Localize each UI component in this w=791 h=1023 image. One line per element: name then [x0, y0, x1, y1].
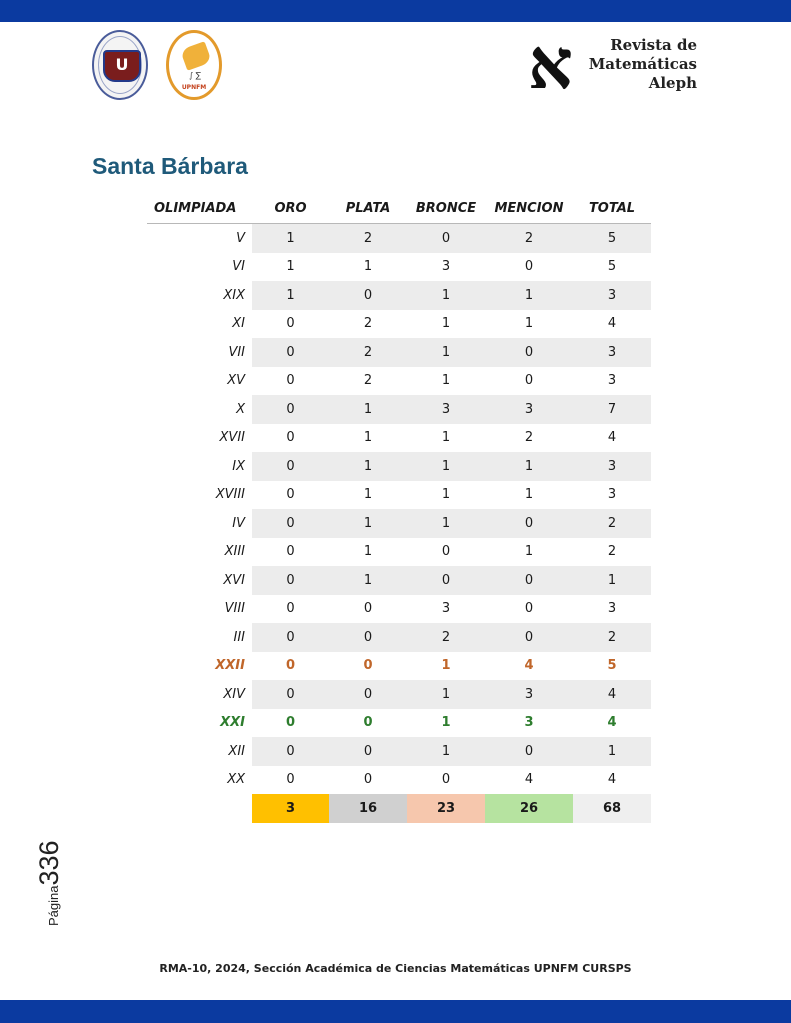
cell-total: 5	[607, 658, 617, 674]
cell-mencion: 0	[524, 373, 534, 389]
cell-oro: 0	[286, 544, 295, 560]
table-row	[147, 367, 651, 396]
cell-bronce: 1	[441, 658, 451, 674]
cell-bronce: 1	[407, 680, 485, 709]
cell-mencion: 1	[524, 487, 534, 503]
table-row	[147, 395, 651, 424]
cell-plata: 2	[363, 373, 373, 389]
logo-text: UPNFM	[181, 84, 207, 91]
cell-bronce: 1	[441, 487, 451, 503]
cell-oro: 0	[286, 601, 295, 617]
cell-mencion: 0	[485, 566, 573, 595]
cell-oro: 1	[252, 281, 329, 310]
cell-oro: 0	[286, 772, 295, 788]
cell-olimpiada: XVI	[223, 572, 245, 588]
cell-mencion: 0	[524, 259, 534, 275]
cell-oro: 0	[252, 737, 329, 766]
cell-oro: 0	[252, 395, 329, 424]
cell-bronce: 1	[407, 281, 485, 310]
cell-plata: 1	[329, 509, 407, 538]
cell-mencion: 0	[485, 737, 573, 766]
cell-bronce: 0	[441, 544, 451, 560]
header-plata: PLATA	[329, 193, 407, 224]
cell-olimpiada: VI	[232, 259, 245, 275]
table-row	[147, 253, 651, 282]
cell-bronce: 0	[407, 566, 485, 595]
cell-total: 3	[607, 373, 617, 389]
cell-bronce: 0	[441, 772, 451, 788]
cell-bronce: 1	[441, 373, 451, 389]
cell-mencion: 3	[485, 680, 573, 709]
cell-olimpiada: XXI	[220, 715, 245, 731]
cell-plata: 2	[329, 224, 407, 253]
cell-mencion: 0	[485, 338, 573, 367]
cell-plata: 1	[329, 395, 407, 424]
cell-oro: 0	[285, 658, 296, 674]
table-header-row	[147, 193, 651, 224]
cell-mencion: 2	[524, 430, 534, 446]
table-row	[147, 737, 651, 766]
seal-letter: U	[115, 55, 129, 74]
cell-plata: 0	[329, 680, 407, 709]
cell-plata: 0	[363, 658, 373, 674]
cell-olimpiada: XVIII	[215, 487, 245, 503]
cell-total: 1	[573, 566, 651, 595]
cell-mencion: 3	[524, 715, 534, 731]
page-number	[34, 834, 74, 926]
total-bronce: 23	[407, 794, 485, 823]
cell-bronce: 3	[441, 601, 451, 617]
cell-total: 3	[607, 601, 617, 617]
cell-olimpiada: III	[233, 629, 245, 645]
cell-mencion: 0	[485, 623, 573, 652]
math-section-logo	[166, 30, 222, 100]
header-olimpiada: OLIMPIADA	[147, 193, 252, 224]
cell-olimpiada: XIV	[223, 686, 245, 702]
table-row	[147, 538, 651, 567]
header-oro: ORO	[252, 193, 329, 224]
cell-oro: 0	[286, 316, 295, 332]
cell-total: 4	[607, 715, 617, 731]
cell-bronce: 2	[407, 623, 485, 652]
cell-mencion: 1	[524, 316, 534, 332]
cell-mencion: 4	[524, 658, 534, 674]
table-row	[147, 224, 651, 253]
cell-mencion: 0	[485, 509, 573, 538]
cell-oro: 1	[252, 224, 329, 253]
cell-total: 3	[573, 281, 651, 310]
cell-oro: 0	[252, 452, 329, 481]
cell-bronce: 3	[441, 259, 451, 275]
cell-plata: 1	[363, 544, 373, 560]
table-row	[147, 595, 651, 624]
university-seal-logo	[92, 30, 148, 100]
table-row	[147, 310, 651, 339]
cell-bronce: 1	[407, 737, 485, 766]
table-row	[147, 623, 651, 652]
cell-plata: 2	[363, 316, 373, 332]
cell-plata: 0	[329, 623, 407, 652]
cell-total: 4	[607, 772, 617, 788]
cell-olimpiada: VII	[228, 344, 245, 360]
cell-plata: 1	[329, 566, 407, 595]
cell-olimpiada: XIX	[223, 287, 245, 303]
cell-mencion: 1	[485, 452, 573, 481]
cell-total: 1	[573, 737, 651, 766]
table-row	[147, 680, 651, 709]
table-row	[147, 652, 651, 681]
journal-name	[570, 36, 697, 93]
cell-oro: 0	[252, 623, 329, 652]
cell-total: 2	[573, 509, 651, 538]
header-total: TOTAL	[573, 193, 651, 224]
cell-plata: 0	[329, 281, 407, 310]
cell-olimpiada: XX	[227, 772, 245, 788]
cell-olimpiada: XIII	[224, 544, 245, 560]
table-row	[147, 481, 651, 510]
cell-bronce: 1	[407, 452, 485, 481]
cell-total: 5	[607, 259, 617, 275]
seal-shield	[103, 50, 141, 82]
cell-mencion: 0	[524, 601, 534, 617]
cell-oro: 0	[285, 715, 296, 731]
journal-name-line2: Matemáticas	[588, 55, 697, 73]
table-row	[147, 452, 651, 481]
cell-olimpiada: V	[236, 230, 245, 246]
cell-mencion: 4	[524, 772, 534, 788]
cell-mencion: 1	[524, 544, 534, 560]
total-oro: 3	[252, 794, 329, 823]
medal-table	[147, 193, 651, 823]
cell-bronce: 1	[441, 430, 451, 446]
cell-mencion: 3	[485, 395, 573, 424]
table-body	[147, 224, 651, 795]
bottom-color-bar	[0, 1000, 791, 1023]
cell-bronce: 1	[407, 509, 485, 538]
cell-plata: 2	[329, 338, 407, 367]
cell-oro: 0	[286, 373, 295, 389]
cell-plata: 1	[329, 452, 407, 481]
cell-bronce: 0	[407, 224, 485, 253]
cell-olimpiada: XXII	[215, 658, 245, 674]
table-row	[147, 709, 651, 738]
total-plata: 16	[329, 794, 407, 823]
table-row	[147, 766, 651, 795]
cell-olimpiada: IV	[232, 515, 245, 531]
cell-olimpiada: XII	[228, 743, 245, 759]
cell-total: 3	[607, 487, 617, 503]
table-row	[147, 566, 651, 595]
cell-total: 3	[573, 452, 651, 481]
totals-label-cell	[147, 794, 252, 823]
aleph-logo-icon: א	[528, 22, 573, 105]
cell-total: 7	[573, 395, 651, 424]
cell-total: 4	[607, 316, 617, 332]
cell-plata: 0	[363, 715, 373, 731]
cell-total: 2	[573, 623, 651, 652]
cell-oro: 0	[286, 430, 295, 446]
cell-plata: 0	[329, 737, 407, 766]
cell-total: 3	[573, 338, 651, 367]
table-row	[147, 509, 651, 538]
table-row	[147, 338, 651, 367]
cell-total: 4	[607, 430, 617, 446]
header-mencion: MENCION	[485, 193, 573, 224]
logo-symbols: ∫ ∑	[188, 71, 202, 80]
header-bronce: BRONCE	[407, 193, 485, 224]
cell-plata: 0	[363, 601, 373, 617]
total-total: 68	[573, 794, 651, 823]
logo-shape	[180, 41, 212, 71]
cell-olimpiada: X	[236, 401, 245, 417]
cell-mencion: 1	[485, 281, 573, 310]
cell-olimpiada: IX	[232, 458, 245, 474]
cell-bronce: 1	[441, 316, 451, 332]
page-label: Página	[46, 885, 61, 926]
cell-total: 4	[573, 680, 651, 709]
page-number-value: 336	[34, 840, 64, 886]
totals-row	[147, 794, 651, 823]
cell-mencion: 2	[485, 224, 573, 253]
cell-plata: 1	[363, 430, 373, 446]
cell-total: 2	[607, 544, 617, 560]
cell-total: 5	[573, 224, 651, 253]
journal-name-line1: Revista de	[610, 36, 697, 54]
cell-oro: 1	[286, 259, 295, 275]
cell-oro: 0	[286, 487, 295, 503]
cell-olimpiada: XV	[227, 373, 245, 389]
cell-olimpiada: XVII	[219, 430, 245, 446]
footer-citation: RMA-10, 2024, Sección Académica de Ciencias Matemáticas UPNFM CURSPS	[159, 962, 632, 975]
cell-plata: 1	[363, 259, 373, 275]
cell-bronce: 1	[441, 715, 451, 731]
top-color-bar	[0, 0, 791, 22]
cell-olimpiada: VIII	[224, 601, 245, 617]
cell-olimpiada: XI	[232, 316, 245, 332]
journal-name-line3: Aleph	[648, 74, 697, 92]
cell-bronce: 3	[407, 395, 485, 424]
section-title: Santa Bárbara	[92, 153, 248, 179]
cell-oro: 0	[252, 680, 329, 709]
total-mencion: 26	[485, 794, 573, 823]
cell-oro: 0	[252, 566, 329, 595]
cell-plata: 1	[363, 487, 373, 503]
cell-plata: 0	[363, 772, 373, 788]
cell-bronce: 1	[407, 338, 485, 367]
cell-oro: 0	[252, 509, 329, 538]
table-row	[147, 424, 651, 453]
cell-oro: 0	[252, 338, 329, 367]
table-row	[147, 281, 651, 310]
